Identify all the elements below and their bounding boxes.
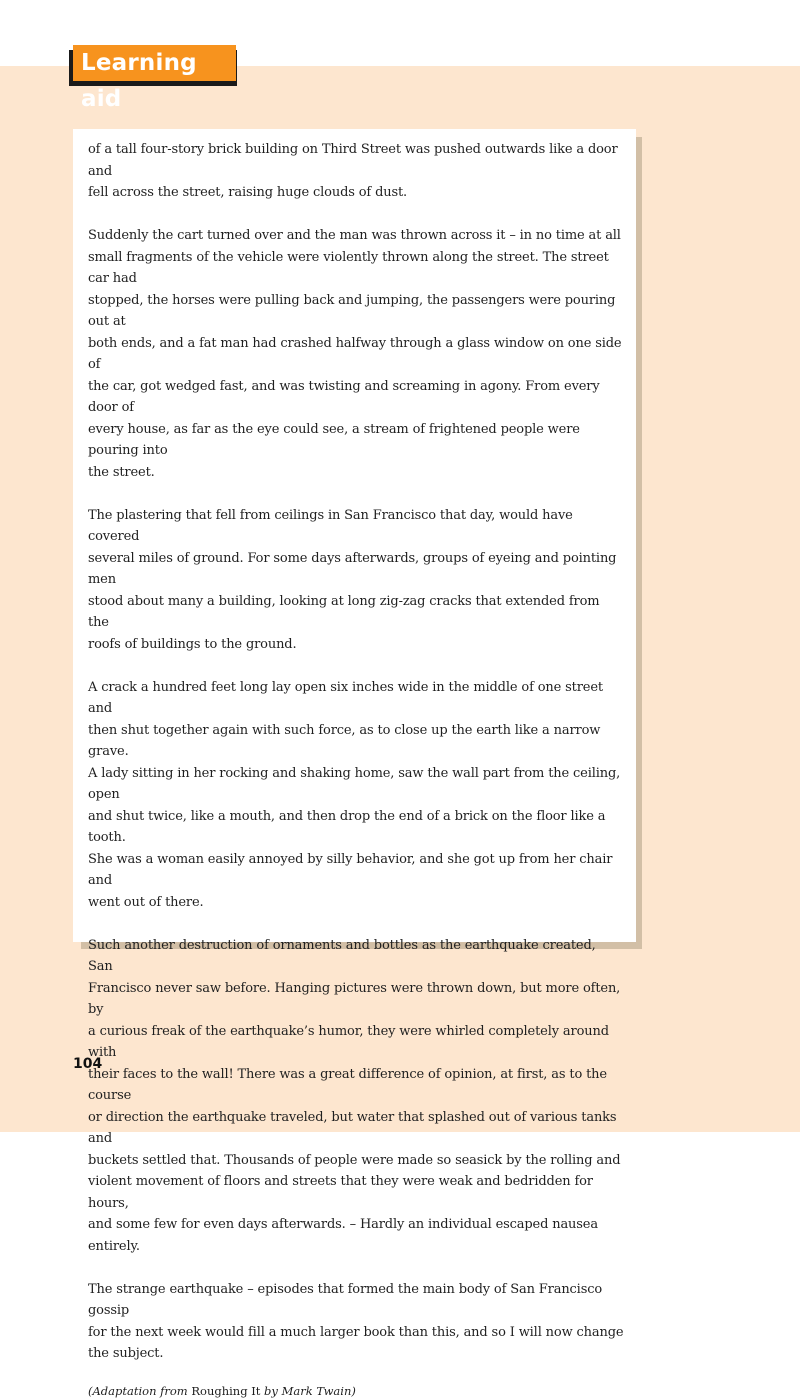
passage-paragraph-2: Suddenly the cart turned over and the man was thrown across it – in no time at all small fragments of the vehicle were violently thrown along the street. The street car had stopped, the horses were pulling back and jumping, the passengers were pouring out at both ends, and a fat man had crashed halfway through a glass window on one side of the car, got wedged fast, and was twisting and screaming in agony. From every door of every house, as far as the eye could see, a stream of frightened people were pouring into the street. <box>88 228 622 480</box>
passage-paragraph-1: of a tall four-story brick building on Third Street was pushed outwards like a door and fell across the street, raising huge clouds of dust. <box>88 142 618 200</box>
passage-paragraph-5: Such another destruction of ornaments and bottles as the earthquake created, San Francisco never saw before. Hanging pictures were thrown down, but more often, by a curious freak of the earthquake’s humor, they were whirled completely around with their faces to the wall! There was a great difference of opinion, at first, as to the course or direction the earthquake traveled, but water that splashed out of various tanks and buckets settled that. Thousands of people were made so seasick by the rolling and violent movement of floors and streets that they were weak and bedridden for hours, and some few for even days afterwards. – Hardly an individual escaped nausea entirely. <box>88 937 621 1254</box>
source-credit <box>88 1382 624 1400</box>
credit-book-title: Roughing It <box>191 1384 261 1398</box>
passage-paragraph-3: The plastering that fell from ceilings in San Francisco that day, would have covered several miles of ground. For some days afterwards, groups of eyeing and pointing men stood about many a building, looking at long zig-zag cracks that extended from the roofs of buildings to the ground. <box>88 507 617 652</box>
learning-aid-badge: Learning aid <box>73 45 236 81</box>
credit-suffix: by Mark Twain) <box>260 1384 356 1398</box>
passage-paragraph-4: A crack a hundred feet long lay open six inches wide in the middle of one street and then shut together again with such force, as to close up the earth like a narrow grave. A lady sitting in her rocking and shaking home, saw the wall part from the ceiling, open and shut twice, like a mouth, and then drop the end of a brick on the floor like a tooth. She was a woman easily annoyed by silly behavior, and she got up from her chair and went out of there. <box>88 679 621 910</box>
credit-prefix: (Adaptation from <box>88 1384 192 1398</box>
passage-paragraph-6: The strange earthquake – episodes that formed the main body of San Francisco gossip for the next week would fill a much larger book than this, and so I will now change the subject. <box>88 1281 624 1361</box>
page-number: 104 <box>73 1056 103 1072</box>
